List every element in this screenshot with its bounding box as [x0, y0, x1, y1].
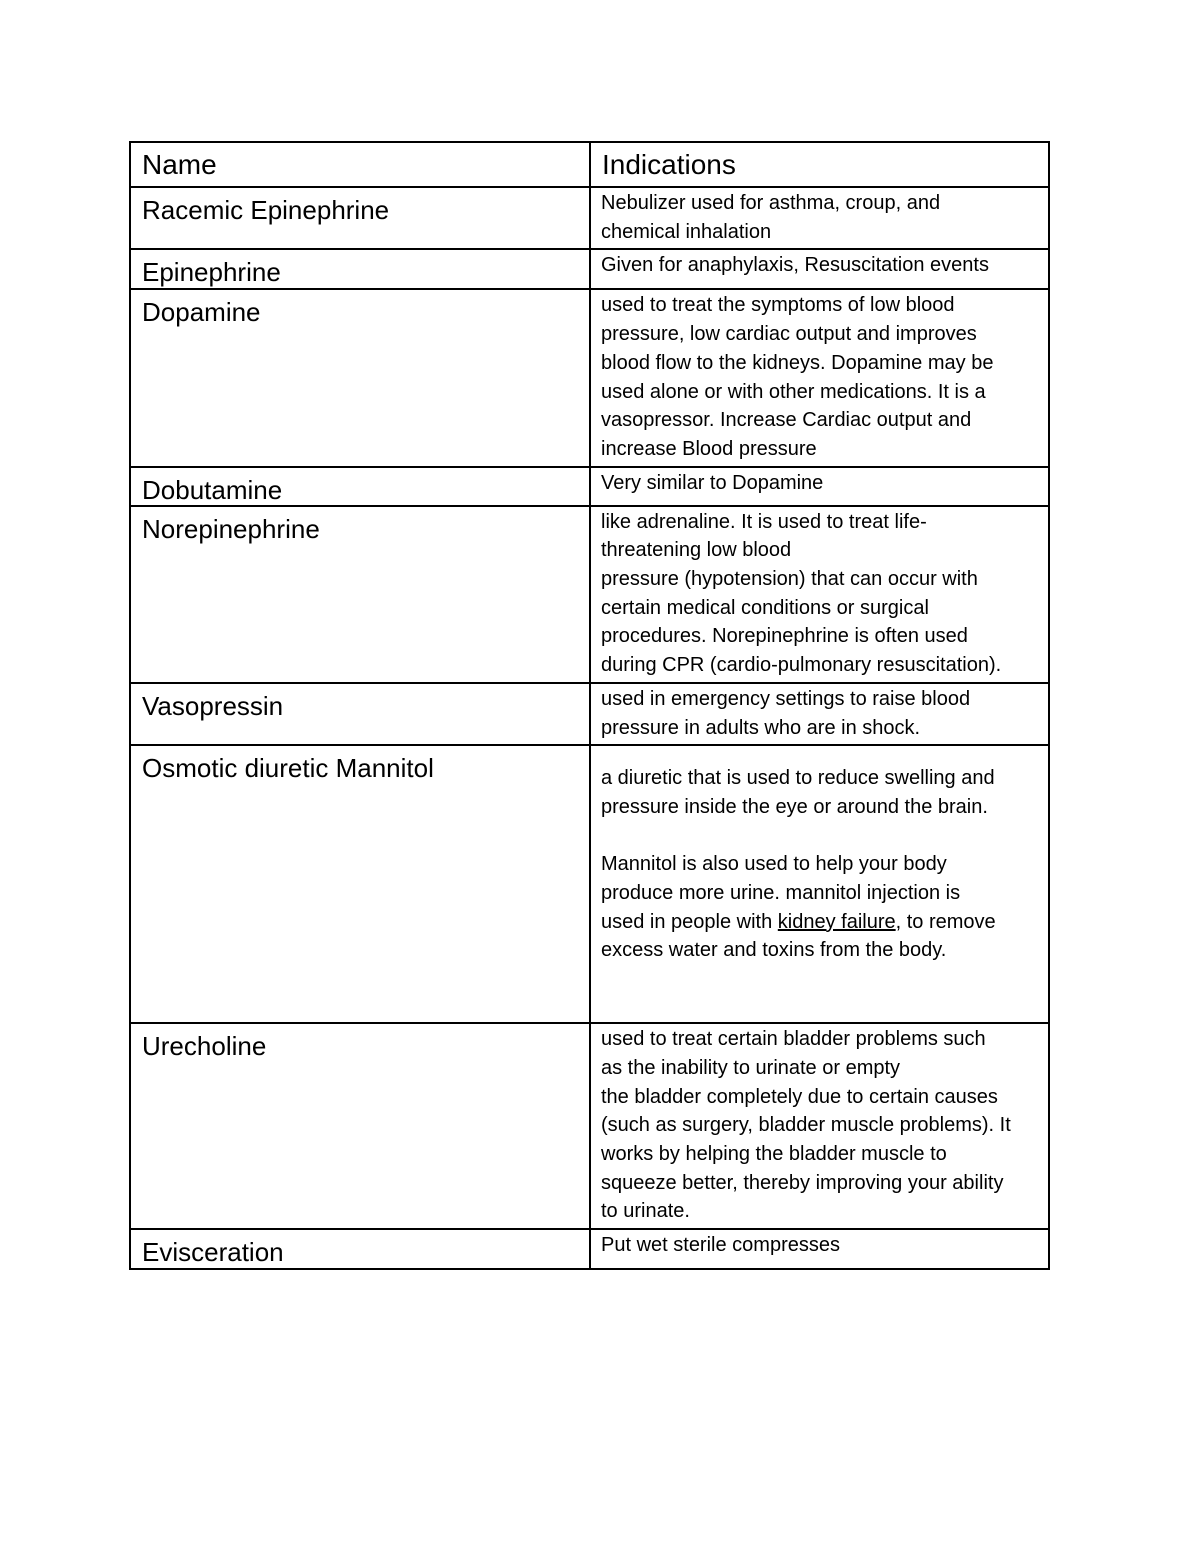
- drug-name: Vasopressin: [142, 690, 284, 721]
- indication-cell: [590, 506, 1049, 683]
- indication-cell: [590, 683, 1049, 745]
- indication-cell: [590, 187, 1049, 249]
- name-cell: [130, 1229, 590, 1269]
- drug-indication: used to treat certain bladder problems such as the inability to urinate or empty the bladder completely due to certain causes (such as surgery, bladder muscle problems). It works by helping the bladder muscle to squeeze better, thereby improving your ability to urinate.: [601, 1028, 1011, 1223]
- drug-indication: like adrenaline. It is used to treat life- threatening low blood pressure (hypotension) that can occur with certain medical conditions or surgical procedures. Norepinephrine is often used during CPR (cardio-pulmonary resuscitation).: [601, 510, 1002, 677]
- header-indications: Indications: [602, 149, 736, 180]
- name-cell: [130, 289, 590, 466]
- table-row: [130, 683, 1049, 745]
- indication-cell: [590, 467, 1049, 506]
- drug-indication: Very similar to Dopamine: [601, 471, 824, 494]
- indication-cell: [590, 1023, 1049, 1229]
- kidney-failure-link[interactable]: kidney failure: [777, 910, 896, 933]
- medication-indications-table: [129, 141, 1050, 1270]
- table-row: [130, 187, 1049, 249]
- header-name-cell: [130, 142, 590, 187]
- drug-name: Epinephrine: [142, 257, 281, 288]
- table-row: [130, 1229, 1049, 1269]
- drug-indication: [591, 746, 1048, 967]
- indication-cell: [590, 745, 1049, 1023]
- drug-indication: Given for anaphylaxis, Resuscitation events: [601, 254, 989, 277]
- table-row: [130, 467, 1049, 506]
- name-cell: [130, 187, 590, 249]
- name-cell: [130, 249, 590, 289]
- drug-name: Norepinephrine: [142, 513, 320, 544]
- drug-name: Osmotic diuretic Mannitol: [142, 753, 434, 784]
- drug-indication: Put wet sterile compresses: [601, 1234, 840, 1257]
- name-cell: [130, 506, 590, 683]
- indication-cell: [590, 1229, 1049, 1269]
- drug-name: Evisceration: [142, 1237, 284, 1268]
- name-cell: [130, 1023, 590, 1229]
- name-cell: [130, 745, 590, 1023]
- name-cell: [130, 683, 590, 745]
- drug-name: Racemic Epinephrine: [142, 195, 390, 225]
- name-cell: [130, 467, 590, 506]
- table-row: [130, 1023, 1049, 1229]
- table-row: [130, 506, 1049, 683]
- table-row: [130, 745, 1049, 1023]
- drug-indication: Nebulizer used for asthma, croup, and chemical inhalation: [601, 192, 941, 243]
- drug-indication: used in emergency settings to raise blood pressure in adults who are in shock.: [601, 687, 971, 739]
- drug-name: Dobutamine: [142, 474, 283, 505]
- indication-cell: [590, 249, 1049, 289]
- drug-name: Urecholine: [142, 1031, 267, 1062]
- table-row: [130, 289, 1049, 466]
- drug-name: Dopamine: [142, 297, 261, 328]
- indication-text-part2: , to remove excess water and toxins from the body.: [601, 910, 996, 962]
- header-indications-cell: [590, 142, 1049, 187]
- table-header-row: [130, 142, 1049, 187]
- drug-indication: used to treat the symptoms of low blood pressure, low cardiac output and improves blood flow to the kidneys. Dopamine may be used alone or with other medications. It is a vasopressor. Increase Cardiac output and increase Blood pressure: [601, 294, 994, 460]
- indication-text-part1: a diuretic that is used to reduce swelling and pressure inside the eye or around the brain. Mannitol is also used to help your body produce more urine. mannitol injection is used in people with: [601, 767, 995, 933]
- indication-cell: [590, 289, 1049, 466]
- header-name: Name: [142, 149, 217, 180]
- table-row: [130, 249, 1049, 289]
